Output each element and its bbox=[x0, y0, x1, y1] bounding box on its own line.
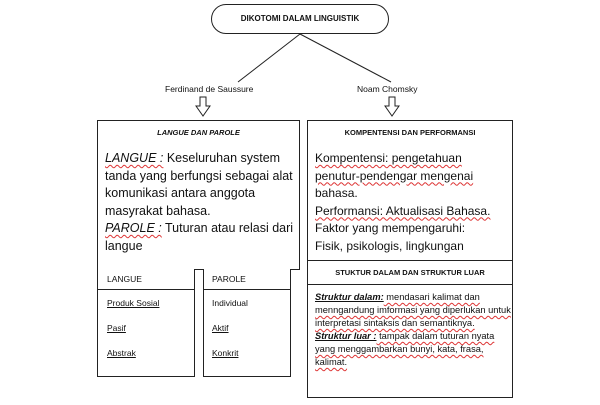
parole-list-divider bbox=[204, 289, 290, 290]
connector-left bbox=[238, 34, 300, 82]
connector-right bbox=[300, 34, 391, 82]
struktur-dalam-term: Struktur dalam: bbox=[315, 292, 384, 302]
list-item: Abstrak bbox=[107, 348, 136, 358]
diagram-title: DIKOTOMI DALAM LINGUISTIK bbox=[211, 4, 389, 34]
kompetensi-text bbox=[315, 150, 515, 255]
performansi-line: Performansi: Aktualisasi Bahasa. bbox=[315, 203, 491, 218]
list-item: Pasif bbox=[107, 323, 126, 333]
langue-parole-box bbox=[97, 120, 300, 270]
struktur-divider bbox=[308, 284, 512, 285]
kompetensi-heading: KOMPENTENSI DAN PERFORMANSI bbox=[344, 128, 476, 137]
kompetensi-line-1: Kompentensi: pengetahuan bbox=[315, 151, 462, 165]
langue-parole-heading: LANGUE DAN PAROLE bbox=[157, 128, 240, 137]
langue-list-heading: LANGUE bbox=[107, 274, 142, 284]
kompetensi-line-2: penutur-pendengar mengenai bbox=[315, 168, 474, 183]
langue-definition: Keseluruhan system tanda yang berfungsi sebagai alat komunikasi antara anggota masyrakat bahasa. bbox=[105, 151, 293, 218]
struktur-luar-term: Struktur luar : bbox=[315, 331, 377, 341]
struktur-box bbox=[307, 260, 513, 398]
down-arrow-right bbox=[385, 97, 399, 116]
list-item: Aktif bbox=[212, 323, 229, 333]
faktor-list-line: Fisik, psikologis, lingkungan bbox=[315, 238, 464, 253]
kompetensi-line-3: bahasa. bbox=[315, 186, 358, 200]
faktor-line: Faktor yang mempengaruhi: bbox=[315, 221, 466, 235]
list-item: Individual bbox=[212, 298, 248, 308]
struktur-text bbox=[315, 291, 512, 369]
struktur-luar-definition: tampak dalam tuturan nyata yang menggambarkan bunyi, kata, frasa, kalimat. bbox=[315, 331, 495, 367]
down-arrow-left bbox=[196, 97, 210, 116]
langue-list-divider bbox=[98, 289, 194, 290]
langue-term: LANGUE : bbox=[105, 151, 164, 165]
struktur-dalam-definition: mendasari kalimat dan menngandung imformasi yang diperlukan untuk interpretasi sintaksis dan semantiknya. bbox=[315, 292, 511, 328]
kompetensi-performansi-box bbox=[307, 120, 513, 261]
right-name-label: Noam Chomsky bbox=[357, 84, 418, 94]
langue-parole-text bbox=[105, 150, 300, 255]
list-item: Produk Sosial bbox=[107, 298, 160, 308]
struktur-heading: STUKTUR DALAM DAN STRUKTUR LUAR bbox=[335, 268, 485, 277]
parole-term: PAROLE : bbox=[105, 221, 162, 235]
list-item: Konkrit bbox=[212, 348, 239, 358]
parole-list-box bbox=[203, 269, 291, 377]
parole-list-heading: PAROLE bbox=[212, 274, 246, 284]
parole-definition: Tuturan atau relasi dari langue bbox=[105, 221, 294, 253]
left-name-label: Ferdinand de Saussure bbox=[165, 84, 254, 94]
langue-list-box bbox=[97, 269, 195, 377]
